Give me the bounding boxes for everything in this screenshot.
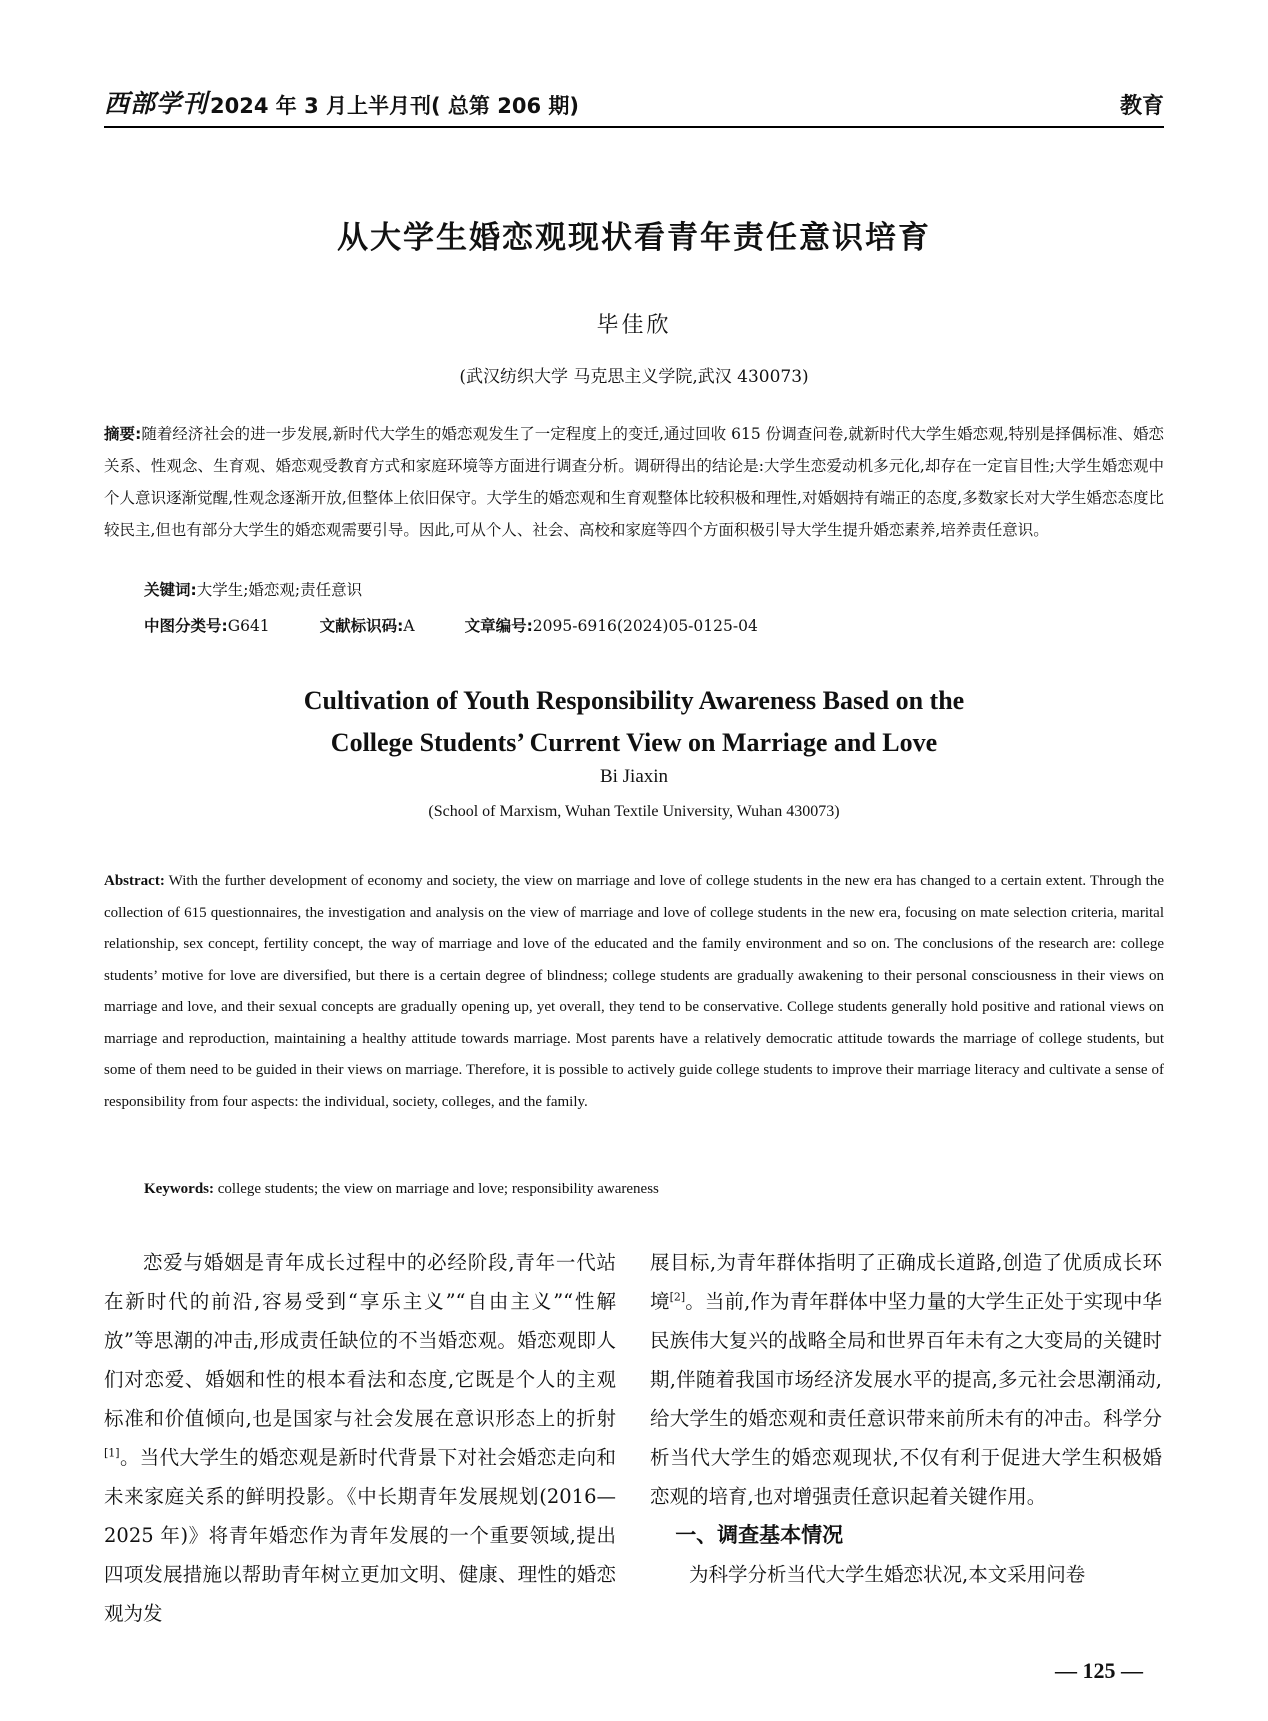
keywords-chinese-text: 大学生;婚恋观;责任意识 [196, 581, 363, 599]
header-left [104, 84, 579, 120]
body-paragraph: 恋爱与婚姻是青年成长过程中的必经阶段,青年一代站在新时代的前沿,容易受到“享乐主义”“自由主义”“性解放”等思潮的冲击,形成责任缺位的不当婚恋观。婚恋观即人们对恋爱、婚姻和性的根本看法和态度,它既是个人的主观标准和价值倾向,也是国家与社会发展在意识形态上的折射[1]。当代大学生的婚恋观是新时代背景下对社会婚恋走向和未来家庭关系的鲜明投影。《中长期青年发展规划(2016—2025 年)》将青年婚恋作为青年发展的一个重要领域,提出四项发展措施以帮助青年树立更加文明、健康、理性的婚恋观为发 [104, 1251, 616, 1625]
page-number: — 125 — [1055, 1658, 1143, 1683]
section-label: 教育 [1119, 94, 1164, 119]
title-english-line-2: College Students’ Current View on Marriage and Love [330, 728, 938, 757]
abstract-english [104, 866, 1164, 1118]
article-number: 文章编号:2095-6916(2024)05-0125-04 [464, 617, 758, 635]
clc-number: 中图分类号:G641 [144, 617, 270, 635]
body-column-right [650, 1243, 1162, 1594]
abstract-chinese-label: 摘要: [104, 425, 142, 443]
body-paragraph-continued: 展目标,为青年群体指明了正确成长道路,创造了优质成长环境[2]。当前,作为青年群体中坚力量的大学生正处于实现中华民族伟大复兴的战略全局和世界百年未有之大变局的关键时期,伴随着我国市场经济发展水平的提高,多元社会思潮涌动,给大学生的婚恋观和责任意识带来前所未有的冲击。科学分析当代大学生的婚恋观现状,不仅有利于促进大学生积极婚恋观的培育,也对增强责任意识起着关键作用。 [650, 1251, 1162, 1508]
keywords-english-text: college students; the view on marriage and love; responsibility awareness [217, 1181, 659, 1197]
title-english-line-1: Cultivation of Youth Responsibility Awareness Based on the [303, 686, 965, 715]
keywords-english-label: Keywords: [144, 1181, 214, 1197]
title-chinese: 从大学生婚恋观现状看青年责任意识培育 [337, 220, 931, 256]
section-heading: 一、调查基本情况 [675, 1523, 844, 1547]
author-english: Bi Jiaxin [599, 766, 669, 787]
affiliation-chinese: (武汉纺织大学 马克思主义学院,武汉 430073) [459, 367, 809, 387]
classification-row [144, 614, 808, 636]
keywords-chinese [144, 578, 362, 600]
keywords-chinese-label: 关键词: [144, 581, 197, 599]
citation-ref-2: [2] [669, 1290, 686, 1304]
author-chinese: 毕佳欣 [596, 313, 672, 338]
document-code: 文献标识码:A [319, 617, 415, 635]
affiliation-english: (School of Marxism, Wuhan Textile University, Wuhan 430073) [428, 803, 840, 820]
journal-logo: 西部学刊 [104, 89, 209, 118]
abstract-chinese [104, 418, 1164, 546]
citation-ref-1: [1] [104, 1446, 120, 1460]
abstract-english-label: Abstract: [104, 873, 165, 889]
body-paragraph: 为科学分析当代大学生婚恋状况,本文采用问卷 [689, 1563, 1086, 1586]
title-english [0, 680, 1268, 764]
abstract-chinese-text: 随着经济社会的进一步发展,新时代大学生的婚恋观发生了一定程度上的变迁,通过回收 615 份调查问卷,就新时代大学生婚恋观,特别是择偶标准、婚恋关系、性观念、生育观、婚恋观受教育方式和家庭环境等方面进行调查分析。调研得出的结论是:大学生恋爱动机多元化,却存在一定盲目性;大学生婚恋观中个人意识逐渐觉醒,性观念逐渐开放,但整体上依旧保守。大学生的婚恋观和生育观整体比较积极和理性,对婚姻持有端正的态度,多数家长对大学生婚恋态度比较民主,但也有部分大学生的婚恋观需要引导。因此,可从个人、社会、高校和家庭等四个方面积极引导大学生提升婚恋素养,培养责任意识。 [104, 425, 1164, 539]
body-column-left [104, 1243, 616, 1633]
keywords-english [144, 1181, 659, 1198]
running-header [104, 88, 1164, 120]
header-rule [104, 126, 1164, 128]
issue-info: 2024 年 3 月上半月刊( 总第 206 期) [210, 94, 579, 118]
abstract-english-text: With the further development of economy and society, the view on marriage and love of college students in the new era has changed to a certain extent. Through the collection of 615 questionnaires, the investigation and analysis on the view of marriage and love of college students in the new era, focusing on mate selection criteria, marital relationship, sex concept, fertility concept, the way of marriage and love of the educated and the family environment and so on. The conclusions of the research are: college students’ motive for love are diversified, but there is a certain degree of blindness; college students are gradually awakening to their personal consciousness in their views on marriage and love, and their sexual concepts are gradually opening up, yet overall, they tend to be conservative. College students generally hold positive and rational views on marriage and reproduction, maintaining a healthy attitude towards marriage. Most parents have a relatively democratic attitude towards the marriage of college students, but some of them need to be guided in their views on marriage. Therefore, it is possible to actively guide college students to improve their marriage literacy and cultivate a sense of responsibility from four aspects: the individual, society, colleges, and the family. [104, 873, 1164, 1110]
